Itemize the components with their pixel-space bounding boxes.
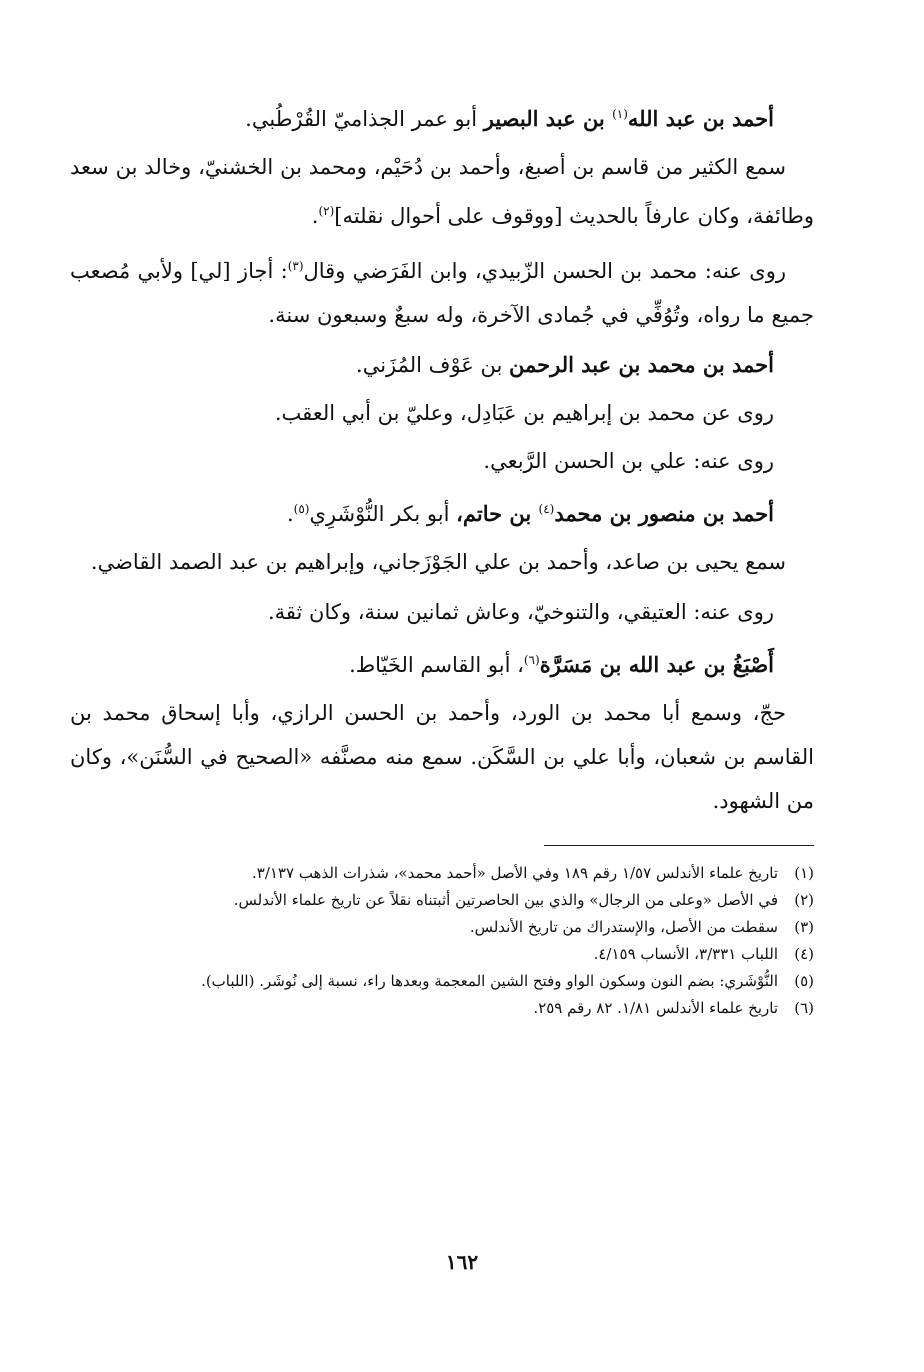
- entry-name: أحمد بن منصور بن محمد: [554, 501, 774, 526]
- entry-kunya: بن عَوْف المُزَني.: [356, 353, 510, 377]
- footnote: [70, 914, 814, 941]
- heading-end: .: [286, 502, 294, 526]
- footnote-text: تاريخ علماء الأندلس ١/٨١. ٨٢ رقم ٢٥٩.: [533, 999, 778, 1017]
- paragraph-end: .: [311, 204, 319, 228]
- entry-line: روى عنه: علي بن الحسن الرَّبعي.: [483, 449, 774, 473]
- footnote-text: تاريخ علماء الأندلس ١/٥٧ رقم ١٨٩ وفي الأصل «أحمد محمد»، شذرات الذهب ٣/١٣٧.: [251, 864, 778, 882]
- entry-heading: [70, 638, 774, 687]
- footnote-ref: (٣): [287, 259, 304, 273]
- page-number: ١٦٢: [445, 1250, 479, 1274]
- entry-paragraph: [70, 145, 814, 238]
- entry-heading: [70, 343, 774, 387]
- entry-heading: [70, 92, 774, 141]
- entry-kunya: أبو عمر الجذاميّ القُرْطُبي.: [245, 107, 484, 131]
- entry-line: روى عن محمد بن إبراهيم بن عَبَادِل، وعليّ بن أبي العقب.: [274, 401, 774, 425]
- paragraph-text: روى عنه: محمد بن الحسن الزّبيدي، وابن الفَرَضي وقال: [303, 259, 786, 283]
- footnotes: [70, 860, 814, 1022]
- footnote-number: (٢): [794, 891, 814, 909]
- entry-paragraph: حجّ، وسمع أبا محمد بن الورد، وأحمد بن الحسن الرازي، وأبا إسحاق محمد بن القاسم بن شعبان، وأبا علي بن السَّكَن. سمع منه مصنَّفه «الصحيح في السُّنَن»، وكان من الشهود.: [70, 701, 814, 813]
- footnote-text: سقطت من الأصل، والإستدراك من تاريخ الأندلس.: [469, 918, 778, 936]
- entry-heading: [70, 487, 774, 536]
- footnote-number: (٥): [794, 972, 814, 990]
- footnote-text: في الأصل «وعلى من الرجال» والذي بين الحاصرتين أثبتناه نقلاً عن تاريخ علماء الأندلس.: [233, 891, 778, 909]
- entry-kunya: أبو بكر النُّوْشَرِي: [309, 502, 457, 526]
- footnote: [70, 968, 814, 995]
- footnote-text: النُّوْشَري: بضم النون وسكون الواو وفتح الشين المعجمة وبعدها راء، نسبة إلى نُوشَر. (اللباب).: [201, 972, 778, 990]
- entry-name-cont: بن حاتم،: [456, 501, 539, 526]
- footnote-divider: [544, 845, 814, 846]
- paragraph-text-cont: : أجاز [لي] ولأبي مُصعب جميع ما رواه، وتُوُفِّي في جُمادى الآخرة، وله سبعٌ وسبعون سنة.: [70, 259, 814, 327]
- footnote: [70, 941, 814, 968]
- footnote-ref: (٦): [523, 653, 540, 667]
- paragraph-text: سمع الكثير من قاسم بن أصبغ، وأحمد بن دُحَيْم، ومحمد بن الخشنيّ، وخالد بن سعد وطائفة، وكان عارفاً بالحديث [ووقوف على أحوال نقلته]: [70, 155, 814, 228]
- footnote-number: (٦): [794, 999, 814, 1017]
- footnote-number: (١): [794, 864, 814, 882]
- footnote-ref: (٤): [538, 502, 555, 516]
- entry-paragraph: سمع يحيى بن صاعد، وأحمد بن علي الجَوْزَجاني، وإبراهيم بن عبد الصمد القاضي.: [90, 550, 786, 574]
- footnote-ref: (١): [612, 107, 628, 121]
- footnote-ref: (٢): [318, 204, 335, 218]
- entry-name-cont: بن عبد البصير: [483, 106, 613, 131]
- entry-name: أَصْبَغُ بن عبد الله بن مَسَرَّة: [539, 652, 774, 677]
- footnote: [70, 860, 814, 887]
- footnote: [70, 887, 814, 914]
- entry-name: أحمد بن محمد بن عبد الرحمن: [509, 352, 774, 377]
- entry-line: روى عنه: العتيقي، والتنوخيّ، وعاش ثمانين سنة، وكان ثقة.: [267, 600, 774, 624]
- footnote-number: (٣): [794, 918, 814, 936]
- footnote-ref: (٥): [293, 502, 310, 516]
- footnote: [70, 995, 814, 1022]
- footnote-text: اللباب ٣/٣٣١، الأنساب ٤/١٥٩.: [593, 945, 778, 963]
- entry-paragraph: [70, 244, 814, 337]
- entry-name: أحمد بن عبد الله: [627, 106, 774, 131]
- footnote-number: (٤): [794, 945, 814, 963]
- entry-kunya: ، أبو القاسم الخَيّاط.: [349, 653, 524, 677]
